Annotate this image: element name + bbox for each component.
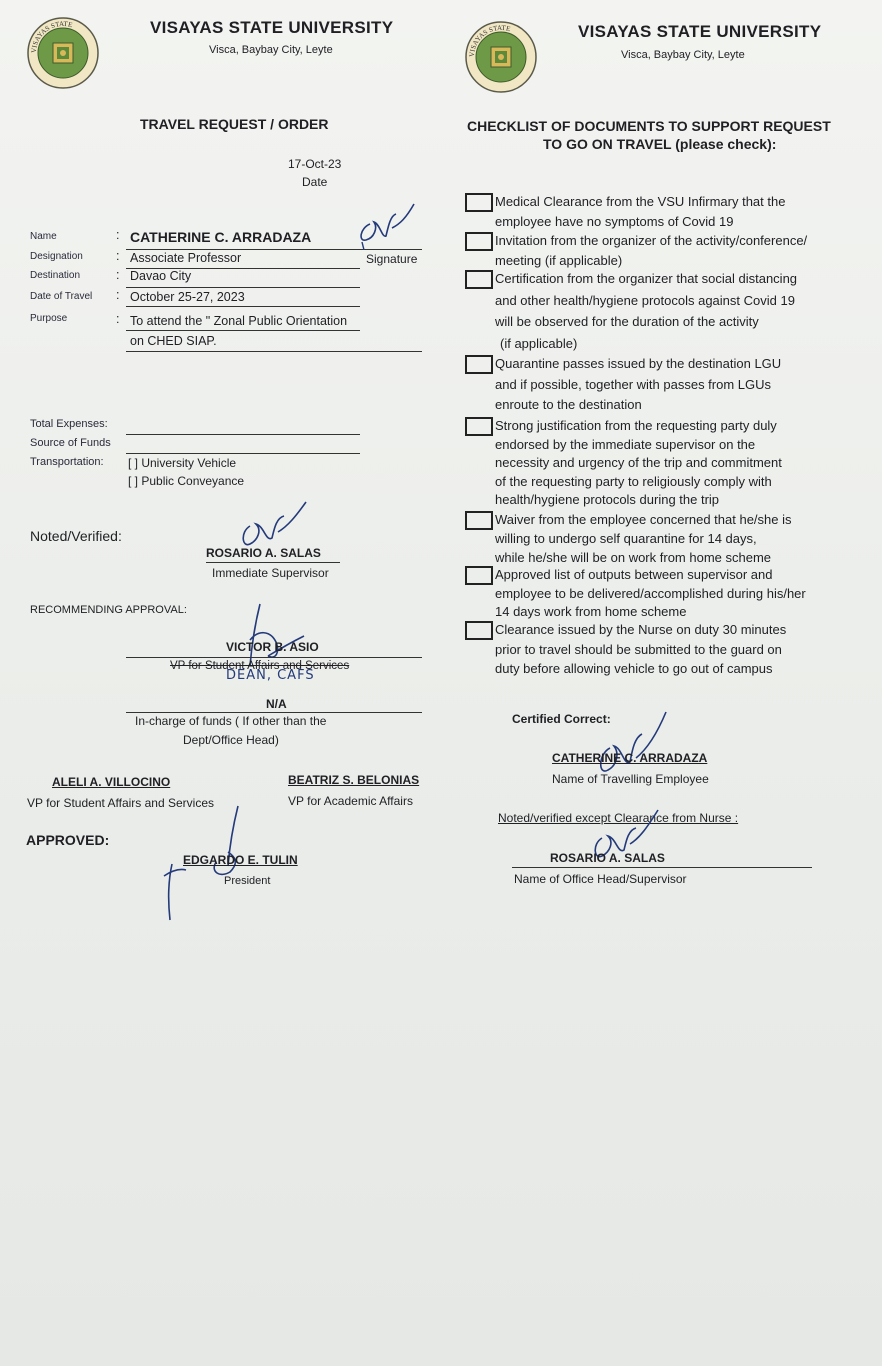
colon: : bbox=[116, 249, 120, 263]
university-address: Visca, Baybay City, Leyte bbox=[209, 44, 333, 56]
checklist-item-text: Quarantine passes issued by the destination LGU bbox=[495, 356, 782, 371]
destination-label: Destination bbox=[30, 270, 81, 281]
head-title: Name of Office Head/Supervisor bbox=[514, 872, 687, 886]
university-address-right: Visca, Baybay City, Leyte bbox=[621, 49, 745, 61]
checklist-checkbox[interactable] bbox=[465, 621, 493, 640]
svg-text:VISAYAS STATE: VISAYAS STATE bbox=[467, 23, 512, 58]
destination-value: Davao City bbox=[130, 269, 192, 283]
funds-label-1: In-charge of funds ( If other than the bbox=[135, 714, 327, 728]
name-value: CATHERINE C. ARRADAZA bbox=[130, 229, 312, 245]
university-seal-left bbox=[26, 16, 100, 90]
checklist-checkbox[interactable] bbox=[465, 232, 493, 251]
recommending-label: RECOMMENDING APPROVAL: bbox=[30, 604, 187, 616]
employee-signature bbox=[352, 198, 422, 250]
president-name: EDGARDO E. TULIN bbox=[183, 853, 298, 867]
date-travel-label: Date of Travel bbox=[30, 291, 93, 302]
colon: : bbox=[116, 268, 120, 282]
designation-value: Associate Professor bbox=[130, 251, 242, 265]
checklist-item-text: and if possible, together with passes from LGUs bbox=[495, 376, 772, 392]
checklist-item-text: of the requesting party to religiously comply with bbox=[495, 473, 772, 489]
svg-text:VISAYAS STATE: VISAYAS STATE bbox=[29, 19, 74, 54]
president-title: President bbox=[224, 875, 271, 887]
checklist-checkbox[interactable] bbox=[465, 355, 493, 374]
university-seal-right bbox=[464, 20, 538, 94]
checklist-item-text: Clearance issued by the Nurse on duty 30 minutes bbox=[495, 622, 787, 637]
form-title: TRAVEL REQUEST / ORDER bbox=[140, 116, 329, 132]
recommender-handwritten-title: DEAN, CAFS bbox=[226, 668, 315, 683]
checklist-item-text: Invitation from the organizer of the activity/conference/ bbox=[495, 233, 808, 248]
transport-option-vehicle: [ ] University Vehicle bbox=[128, 456, 237, 470]
date-travel-value: October 25-27, 2023 bbox=[130, 290, 245, 304]
checklist-item-text: Medical Clearance from the VSU Infirmary that the bbox=[495, 194, 786, 209]
checklist-checkbox[interactable] bbox=[465, 566, 493, 585]
checklist-checkbox[interactable] bbox=[465, 270, 493, 289]
date-value: 17-Oct-23 bbox=[288, 157, 342, 171]
purpose-label: Purpose bbox=[30, 313, 68, 324]
vp-student-affairs-title: VP for Student Affairs and Services bbox=[27, 796, 214, 810]
checklist-item-text: employee have no symptoms of Covid 19 bbox=[495, 213, 734, 229]
purpose-line-2: on CHED SIAP. bbox=[130, 334, 217, 348]
checklist-item-text: (if applicable) bbox=[500, 335, 578, 351]
approved-label: APPROVED: bbox=[26, 832, 110, 848]
certified-correct-label: Certified Correct: bbox=[512, 712, 611, 726]
source-funds-label: Source of Funds bbox=[30, 437, 111, 449]
checklist-item-text: duty before allowing vehicle to go out of campus bbox=[495, 661, 773, 676]
checklist-item-text: endorsed by the immediate supervisor on the bbox=[495, 436, 756, 452]
checklist-item-text: employee to be delivered/accomplished during his/her bbox=[495, 585, 806, 601]
funds-label-2: Dept/Office Head) bbox=[183, 733, 279, 747]
noted-verified-label: Noted/Verified: bbox=[30, 528, 122, 544]
checklist-item-text: Strong justification from the requesting party duly bbox=[495, 418, 777, 433]
purpose-line-1: To attend the " Zonal Public Orientation bbox=[130, 314, 348, 328]
supervisor-title: Immediate Supervisor bbox=[212, 566, 329, 580]
source-funds-line bbox=[126, 453, 360, 454]
checklist-title-line-2: TO GO ON TRAVEL (please check): bbox=[543, 136, 777, 152]
checklist-item-text: and other health/hygiene protocols against Covid 19 bbox=[495, 292, 795, 308]
checklist-item-text: Certification from the organizer that social distancing bbox=[495, 271, 798, 286]
supervisor-name: ROSARIO A. SALAS bbox=[206, 546, 321, 560]
recommender-title-struck: VP for Student Affairs and Services bbox=[170, 660, 350, 672]
head-name: ROSARIO A. SALAS bbox=[550, 851, 665, 865]
recommender-name: VICTOR B. ASIO bbox=[226, 640, 319, 654]
colon: : bbox=[116, 228, 120, 242]
head-underline bbox=[512, 867, 812, 868]
transport-option-public: [ ] Public Conveyance bbox=[128, 474, 245, 488]
checklist-item-text: enroute to the destination bbox=[495, 397, 642, 412]
checklist-checkbox[interactable] bbox=[465, 417, 493, 436]
checklist-item-text: health/hygiene protocols during the trip bbox=[495, 492, 720, 507]
university-name: VISAYAS STATE UNIVERSITY bbox=[150, 18, 394, 37]
vp-academic-affairs-name: BEATRIZ S. BELONIAS bbox=[288, 773, 420, 787]
noted-except-label: Noted/verified except Clearance from Nurse : bbox=[498, 811, 739, 825]
checklist-title-line-1: CHECKLIST OF DOCUMENTS TO SUPPORT REQUEST bbox=[467, 118, 831, 134]
employee-name-certified: CATHERINE C. ARRADAZA bbox=[552, 751, 708, 765]
purpose-underline-2 bbox=[126, 351, 422, 352]
recommender-underline bbox=[126, 657, 422, 658]
checklist-item-text: prior to travel should be submitted to the guard on bbox=[495, 641, 782, 657]
checklist-item-text: Waiver from the employee concerned that he/she is bbox=[495, 512, 792, 527]
signature-label: Signature bbox=[366, 252, 418, 266]
colon: : bbox=[116, 288, 120, 302]
checklist-item-text: meeting (if applicable) bbox=[495, 252, 623, 268]
destination-underline bbox=[126, 287, 360, 288]
colon: : bbox=[116, 312, 120, 326]
transportation-label: Transportation: bbox=[30, 456, 104, 468]
checklist-item-text: necessity and urgency of the trip and commitment bbox=[495, 455, 782, 470]
purpose-underline-1 bbox=[126, 330, 360, 331]
checklist-item-text: willing to undergo self quarantine for 14 days, bbox=[495, 531, 757, 546]
checklist-item-text: while he/she will be on work from home scheme bbox=[495, 550, 772, 565]
funds-value: N/A bbox=[266, 697, 287, 711]
date-travel-underline bbox=[126, 306, 360, 307]
vp-student-affairs-name: ALELI A. VILLOCINO bbox=[52, 775, 171, 789]
designation-label: Designation bbox=[30, 251, 83, 262]
supervisor-underline bbox=[206, 562, 340, 563]
checklist-checkbox[interactable] bbox=[465, 193, 493, 212]
date-label: Date bbox=[302, 175, 328, 189]
employee-title-certified: Name of Travelling Employee bbox=[552, 772, 709, 786]
vp-academic-affairs-title: VP for Academic Affairs bbox=[288, 794, 413, 808]
checklist-checkbox[interactable] bbox=[465, 511, 493, 530]
checklist-item-text: will be observed for the duration of the activity bbox=[495, 314, 759, 329]
total-expenses-label: Total Expenses: bbox=[30, 418, 108, 430]
funds-underline bbox=[126, 712, 422, 713]
checklist-item-text: Approved list of outputs between supervisor and bbox=[495, 567, 773, 582]
total-expenses-line bbox=[126, 434, 360, 435]
university-name-right: VISAYAS STATE UNIVERSITY bbox=[578, 22, 822, 41]
name-label: Name bbox=[30, 231, 57, 242]
supervisor-signature bbox=[236, 498, 312, 552]
checklist-item-text: 14 days work from home scheme bbox=[495, 604, 687, 619]
